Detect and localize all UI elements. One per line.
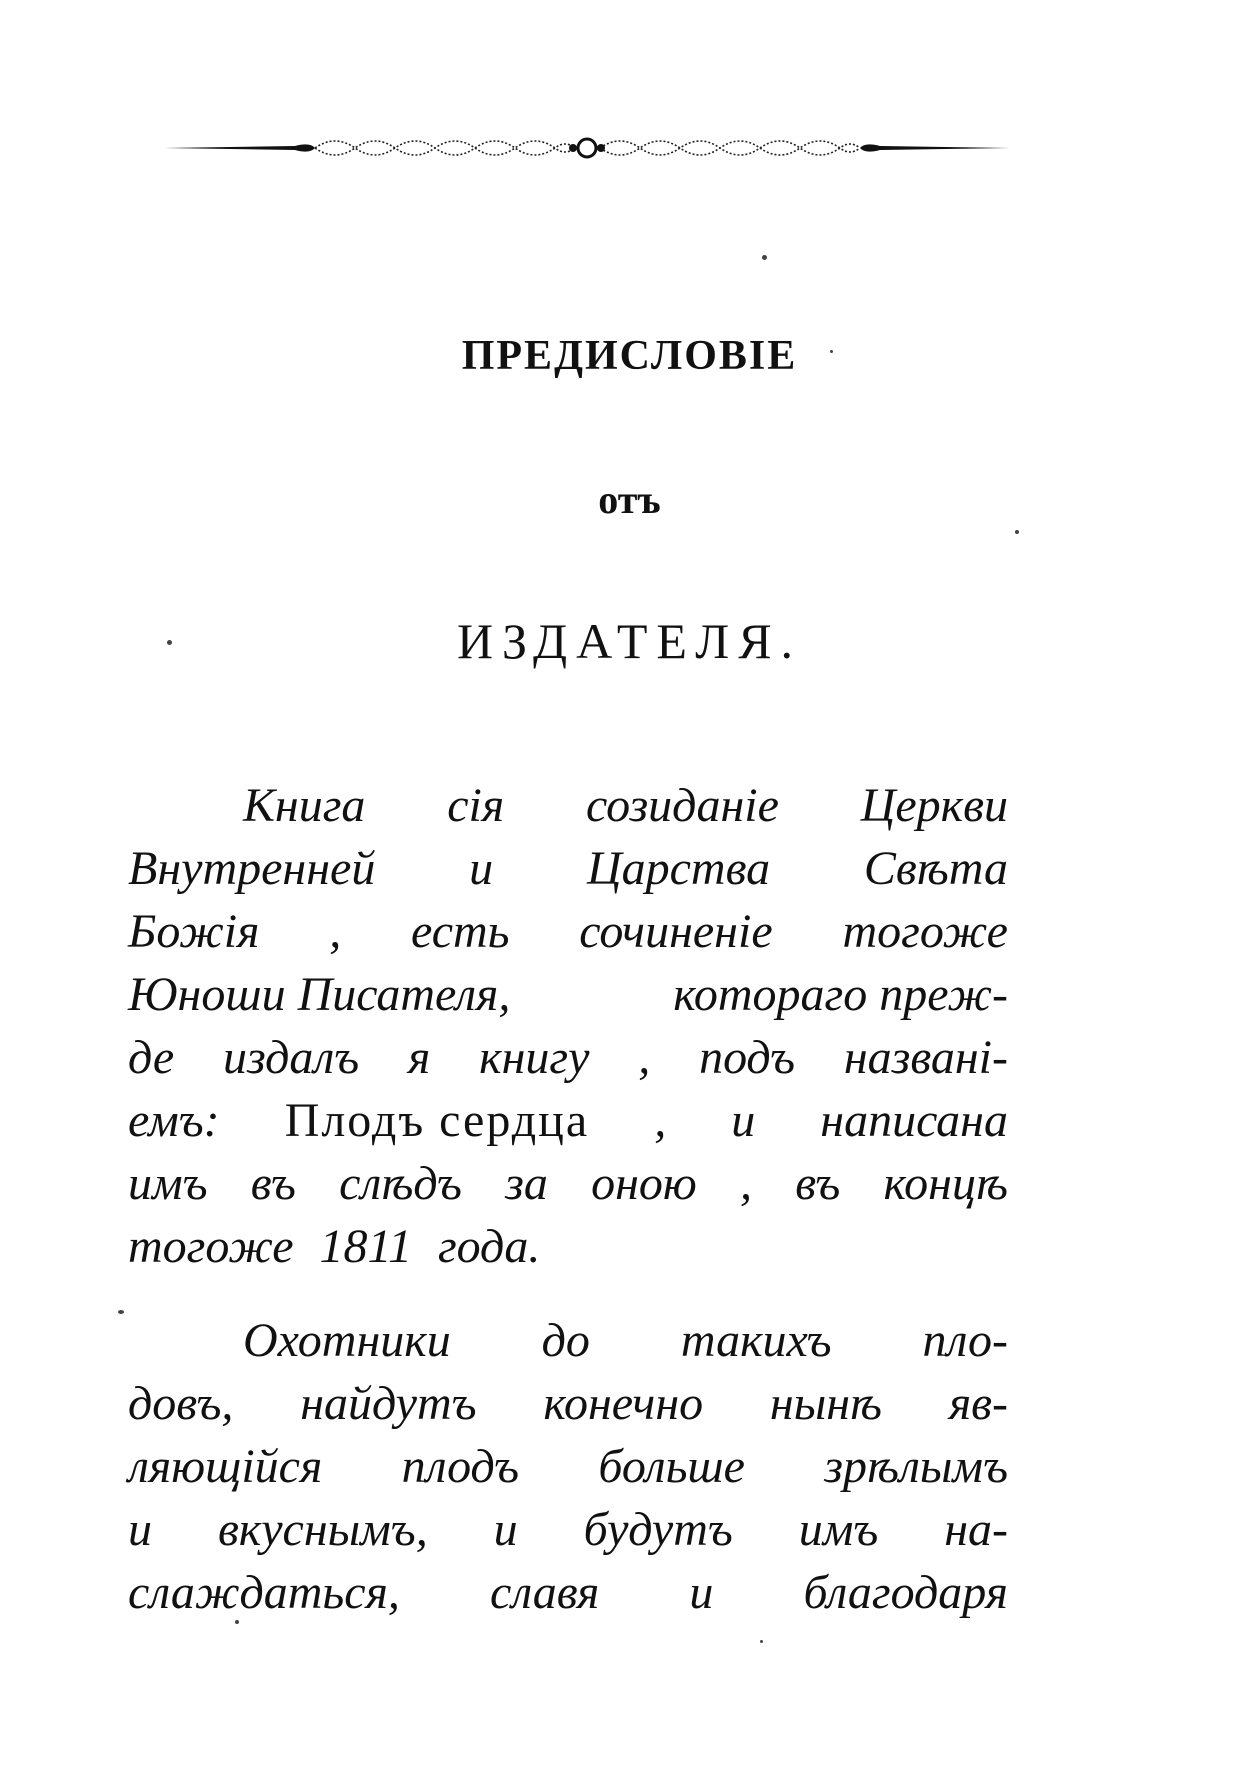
scan-speck — [760, 1640, 763, 1643]
text-line: слаждаться, славя и благодаря — [128, 1566, 1008, 1619]
text-line: Охотники до такихъ пло- — [243, 1314, 1008, 1367]
ornamental-rule — [165, 128, 1010, 168]
text-line: Внутренней и Царства Свѣта — [128, 842, 1008, 895]
book-title: Плодъ сердца — [284, 1094, 590, 1147]
heading-publisher: ИЗДАТЕЛЯ. — [456, 613, 803, 669]
scan-speck — [167, 640, 172, 645]
scan-speck — [235, 1620, 239, 1624]
text-line: тогоже 1811 года. — [128, 1220, 541, 1273]
paragraph-2 — [128, 1313, 1008, 1628]
scan-speck — [762, 255, 767, 260]
text-line: Божія , есть сочиненіе тогоже — [128, 905, 1008, 958]
text-line: Книга сія созиданіе Церкви — [243, 779, 1008, 832]
scan-speck — [1015, 530, 1019, 534]
text-line: имъ въ слѣдъ за оною , въ концѣ — [128, 1157, 1008, 1210]
text-line: де издалъ я книгу , подъ названі- — [128, 1031, 1008, 1084]
heading-preface: ПРЕДИСЛОВІЕ — [461, 333, 798, 379]
text-line: ляющійся плодъ больше зрѣлымъ — [128, 1440, 1008, 1493]
scan-speck — [118, 1310, 124, 1314]
heading-from: отъ — [598, 477, 661, 522]
scan-speck — [830, 350, 833, 353]
text-line: емъ: Плодъ сердца , и написана — [128, 1094, 1008, 1147]
text-line: Юноши Писателя, котораго преж- — [128, 968, 1008, 1021]
text-line: и вкуснымъ, и будутъ имъ на- — [128, 1503, 1008, 1556]
paragraph-1 — [128, 778, 1008, 1282]
text-line: довъ, найдутъ конечно нынѣ яв- — [128, 1377, 1008, 1430]
